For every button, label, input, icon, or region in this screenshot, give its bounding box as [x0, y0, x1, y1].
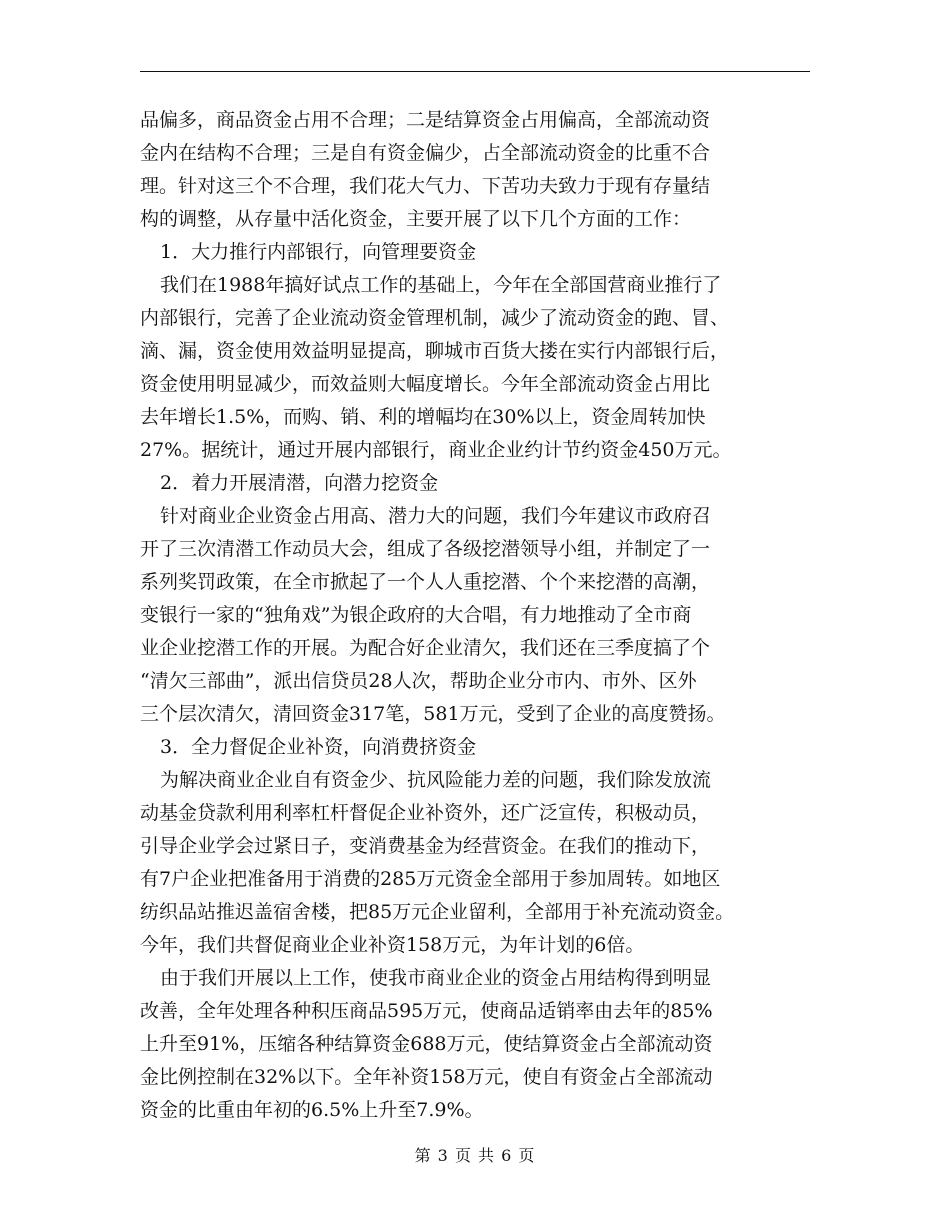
text-line: 品偏多，商品资金占用不合理；二是结算资金占用偏高，全部流动资	[140, 109, 711, 131]
text-line: 资金的比重由年初的6.5%上升至7.9%。	[140, 1099, 484, 1121]
page-number-footer: 第 3 页 共 6 页	[414, 1146, 536, 1165]
text-line: 动基金贷款利用利率杠杆督促企业补资外，还广泛宣传，积极动员，	[140, 802, 711, 824]
text-line: 上升至91%，压缩各种结算资金688万元，使结算资金占全部流动资	[140, 1033, 713, 1055]
text-line: 去年增长1.5%，而购、销、利的增幅均在30%以上，资金周转加快	[140, 406, 706, 428]
section-heading-3: 3．全力督促企业补资，向消费挤资金	[160, 736, 477, 758]
section-heading-2: 2．着力开展清潜，向潜力挖资金	[160, 472, 439, 494]
text-line: 今年，我们共督促商业企业补资158万元，为年计划的6倍。	[140, 934, 645, 956]
text-line: 业企业挖潜工作的开展。为配合好企业清欠，我们还在三季度搞了个	[140, 637, 711, 659]
text-line: 系列奖罚政策，在全市掀起了一个人人重挖潜、个个来挖潜的高潮，	[140, 571, 711, 593]
text-line: 滴、漏，资金使用效益明显提高，聊城市百货大搂在实行内部银行后，	[140, 340, 730, 362]
text-line: 金比例控制在32%以下。全年补资158万元，使自有资金占全部流动	[140, 1066, 713, 1088]
text-line: 27%。据统计，通过开展内部银行，商业企业约计节约资金450万元。	[140, 439, 732, 461]
text-line: 为解决商业企业自有资金少、抗风险能力差的问题，我们除发放流	[160, 769, 712, 791]
document-body	[140, 104, 810, 1127]
text-line: 由于我们开展以上工作，使我市商业企业的资金占用结构得到明显	[160, 967, 712, 989]
text-line: 引导企业学会过紧日子，变消费基金为经营资金。在我们的推动下，	[140, 835, 711, 857]
text-line: 理。针对这三个不合理，我们花大气力、下苦功夫致力于现有存量结	[140, 175, 711, 197]
text-line: 资金使用明显减少，而效益则大幅度增长。今年全部流动资金占用比	[140, 373, 711, 395]
text-line: 改善，全年处理各种积压商品595万元，使商品适销率由去年的85%	[140, 1000, 713, 1022]
text-line: 三个层次清欠，清回资金317笔，581万元，受到了企业的高度赞扬。	[140, 703, 726, 725]
text-line: 变银行一家的“独角戏”为银企政府的大合唱，有力地推动了全市商	[140, 604, 692, 626]
text-line: 开了三次清潜工作动员大会，组成了各级挖潜领导小组，并制定了一	[140, 538, 711, 560]
header-rule	[140, 71, 810, 72]
text-line: “清欠三部曲”，派出信贷员28人次，帮助企业分市内、市外、区外	[140, 670, 697, 692]
text-line: 金内在结构不合理；三是自有资金偏少，占全部流动资金的比重不合	[140, 142, 711, 164]
text-line: 有7户企业把准备用于消费的285万元资金全部用于参加周转。如地区	[140, 868, 721, 890]
section-heading-1: 1．大力推行内部银行，向管理要资金	[160, 241, 477, 263]
text-line: 纺织品站推迟盖宿舍楼，把85万元企业留利，全部用于补充流动资金。	[140, 901, 735, 923]
text-line: 内部银行，完善了企业流动资金管理机制，减少了流动资金的跑、冒、	[140, 307, 730, 329]
text-line: 构的调整，从存量中活化资金，主要开展了以下几个方面的工作：	[140, 208, 692, 230]
text-line: 针对商业企业资金占用高、潜力大的问题，我们今年建议市政府召	[160, 505, 712, 527]
text-line: 我们在1988年搞好试点工作的基础上，今年在全部国营商业推行了	[160, 274, 722, 296]
